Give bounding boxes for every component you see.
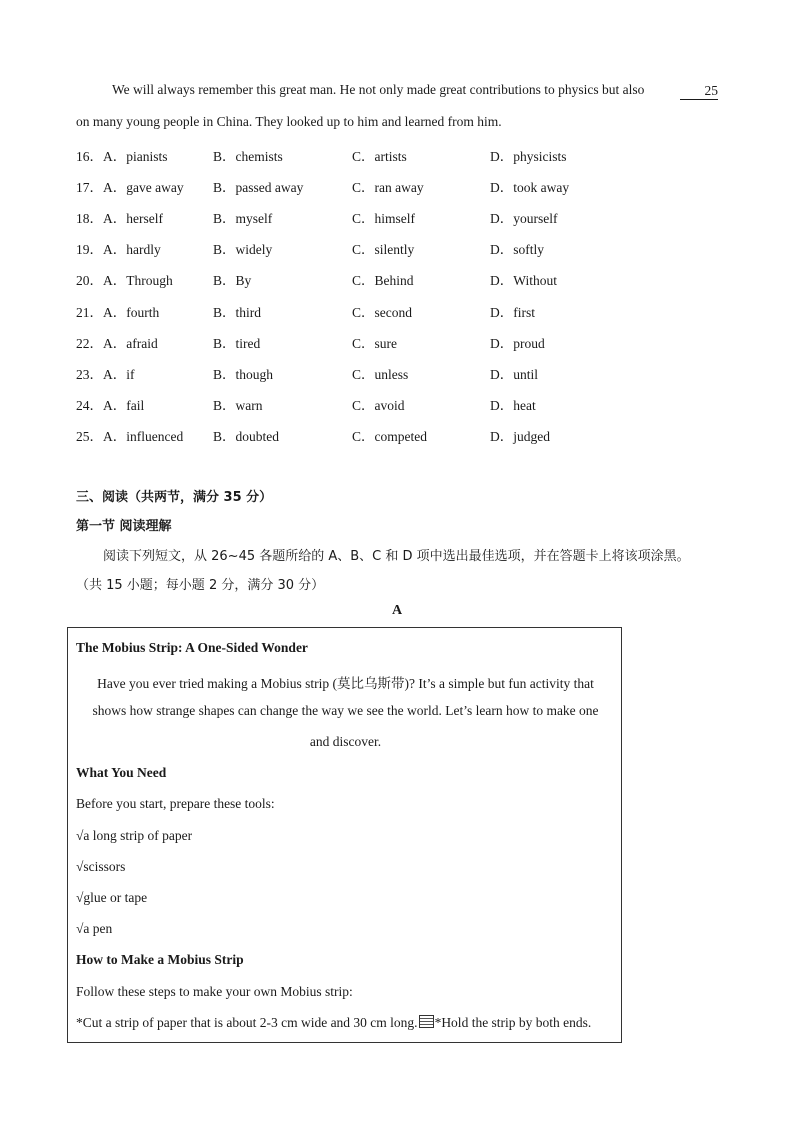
question-number-option-a: 22．A．afraid (76, 336, 158, 351)
option-b: B．By (213, 273, 252, 288)
option-d: D．physicists (490, 149, 567, 164)
how-to-intro: Follow these steps to make your own Mobius strip: (76, 984, 353, 999)
question-number-option-a: 17．A．gave away (76, 180, 184, 195)
what-you-need-heading: What You Need (76, 765, 167, 780)
option-b: B．myself (213, 211, 273, 226)
option-b: B．passed away (213, 180, 304, 195)
option-b: B．chemists (213, 149, 283, 164)
step-2: *Hold the strip by both ends. (434, 1015, 592, 1030)
answer-blank-25: 25 (680, 82, 718, 100)
section-instruction-1: 阅读下列短文，从 26~45 各题所给的 A、B、C 和 D 项中选出最佳选项，并在答题卡上将该项涂黑。 (103, 549, 690, 564)
question-row (76, 301, 636, 321)
option-d: D．softly (490, 242, 544, 257)
option-b: B．though (213, 367, 274, 382)
option-d: D．yourself (490, 211, 558, 226)
passage-label: A (392, 603, 403, 618)
step-line (76, 1015, 591, 1031)
option-c: C．unless (352, 367, 409, 382)
article-intro-line-2: shows how strange shapes can change the way we see the world. Let’s learn how to make one (92, 703, 599, 718)
option-c: C．silently (352, 242, 415, 257)
question-row (76, 238, 636, 258)
tool-item: √a long strip of paper (76, 828, 193, 843)
passage-line-1: We will always remember this great man. He not only made great contributions to physics but also (112, 82, 645, 97)
option-c: C．himself (352, 211, 415, 226)
section-title: 三、阅读（共两节，满分 35 分） (76, 490, 273, 505)
option-c: C．avoid (352, 398, 405, 413)
passage-line-2: on many young people in China. They looked up to him and learned from him. (76, 114, 502, 129)
option-d: D．first (490, 305, 535, 320)
question-number-option-a: 20．A．Through (76, 273, 173, 288)
question-row (76, 332, 636, 352)
option-c: C．sure (352, 336, 397, 351)
article-intro-line-1: Have you ever tried making a Mobius strip (莫比乌斯带)? It’s a simple but fun activity that (97, 676, 594, 691)
step-1: *Cut a strip of paper that is about 2-3 cm wide and 30 cm long. (76, 1015, 418, 1030)
how-to-heading: How to Make a Mobius Strip (76, 952, 244, 967)
tool-item: √a pen (76, 921, 113, 936)
question-row (76, 363, 636, 383)
option-b: B．doubted (213, 429, 279, 444)
question-number-option-a: 16．A．pianists (76, 149, 168, 164)
question-row (76, 176, 636, 196)
option-d: D．proud (490, 336, 545, 351)
question-row (76, 394, 636, 414)
article-title: The Mobius Strip: A One-Sided Wonder (76, 640, 308, 655)
option-c: C．ran away (352, 180, 424, 195)
question-row (76, 425, 636, 445)
option-c: C．second (352, 305, 412, 320)
question-number-option-a: 23．A．if (76, 367, 135, 382)
option-c: C．Behind (352, 273, 414, 288)
article-box (67, 627, 622, 1043)
option-d: D．until (490, 367, 539, 382)
question-number-option-a: 21．A．fourth (76, 305, 160, 320)
option-b: B．warn (213, 398, 263, 413)
tool-item: √scissors (76, 859, 126, 874)
question-number-option-a: 24．A．fail (76, 398, 145, 413)
question-row (76, 207, 636, 227)
option-b: B．widely (213, 242, 273, 257)
option-d: D．Without (490, 273, 557, 288)
question-row (76, 145, 636, 165)
what-you-need-intro: Before you start, prepare these tools: (76, 796, 275, 811)
section-instruction-2: （共 15 小题；每小题 2 分，满分 30 分） (76, 578, 325, 593)
option-b: B．tired (213, 336, 261, 351)
question-number-option-a: 25．A．influenced (76, 429, 184, 444)
tool-item: √glue or tape (76, 890, 148, 905)
document-icon (419, 1015, 434, 1028)
option-c: C．competed (352, 429, 427, 444)
option-d: D．heat (490, 398, 536, 413)
option-c: C．artists (352, 149, 407, 164)
option-b: B．third (213, 305, 262, 320)
question-number-option-a: 18．A．herself (76, 211, 163, 226)
option-d: D．judged (490, 429, 550, 444)
section-subtitle: 第一节 阅读理解 (76, 519, 172, 534)
option-d: D．took away (490, 180, 570, 195)
article-intro-line-3: and discover. (309, 734, 382, 749)
question-row (76, 269, 636, 289)
question-number-option-a: 19．A．hardly (76, 242, 161, 257)
